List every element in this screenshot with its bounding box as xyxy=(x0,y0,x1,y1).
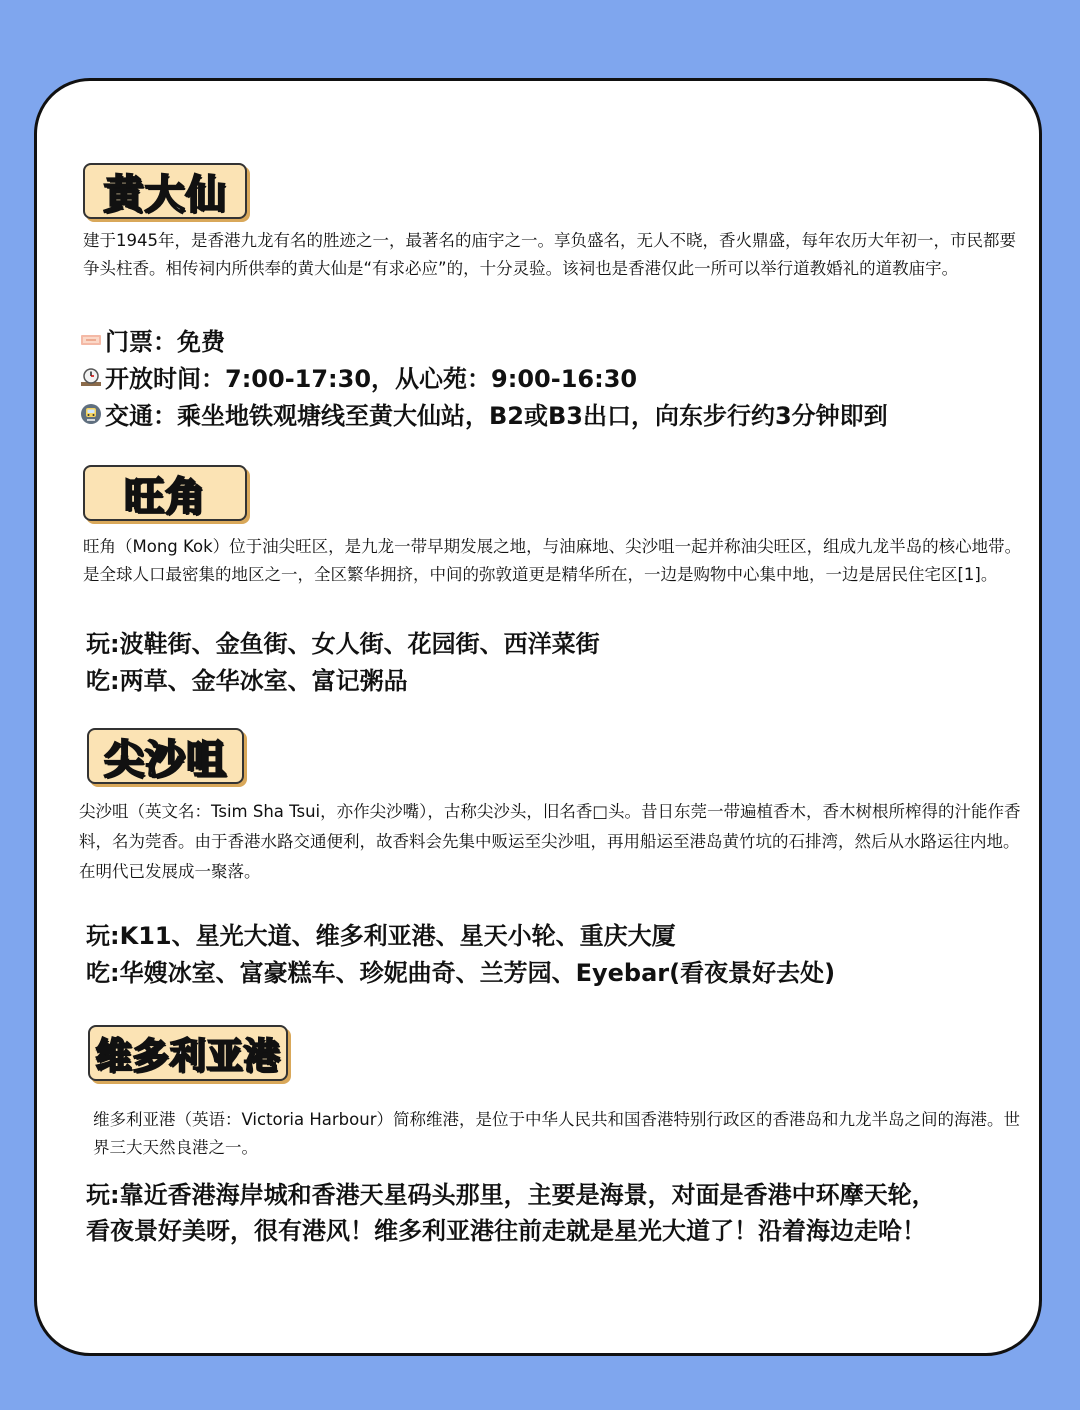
section-title-wong-tai-sin xyxy=(83,163,247,219)
ticket-text: 门票：免费 xyxy=(105,328,225,356)
section-title-victoria-harbour xyxy=(88,1025,288,1081)
section-title-text: 尖沙咀 xyxy=(104,736,227,783)
section-description: 建于1945年，是香港九龙有名的胜迹之一，最著名的庙宇之一。享负盛名，无人不晓，香火鼎盛，每年农历大年初一，市民都要争头柱香。相传祠内所供奉的黄大仙是“有求必应”的，十分灵验。该祠也是香港仅此一所可以举行道教婚礼的道教庙宇。 xyxy=(83,231,1016,278)
clock-icon xyxy=(80,366,102,388)
ticket-icon xyxy=(80,329,102,351)
play-info xyxy=(86,1177,936,1249)
section-title-text: 黄大仙 xyxy=(103,171,227,218)
section-title-text: 旺角 xyxy=(124,473,206,520)
eat-info: 吃:华嫂冰室、富豪糕车、珍妮曲奇、兰芳园、Eyebar(看夜景好去处) xyxy=(86,959,836,987)
section-description: 尖沙咀（英文名：Tsim Sha Tsui，亦作尖沙嘴），古称尖沙头，旧名香□头。昔日东莞一带遍植香木，香木树根所榨得的汁能作香料，名为莞香。由于香港水路交通便利，故香料会先集中贩运至尖沙咀，再用船运至港岛黄竹坑的石排湾，然后从水路运往内地。在明代已发展成一聚落。 xyxy=(79,802,1021,881)
hours-text: 开放时间：7:00-17:30，从心苑：9:00-16:30 xyxy=(105,365,638,393)
transport-info xyxy=(80,396,888,431)
section-title-text: 维多利亚港 xyxy=(95,1035,281,1077)
ticket-info xyxy=(80,322,225,357)
section-title-mong-kok xyxy=(83,465,247,521)
hours-info xyxy=(80,359,637,394)
section-description: 维多利亚港（英语：Victoria Harbour）简称维港，是位于中华人民共和国香港特别行政区的香港岛和九龙半岛之间的海港。世界三大天然良港之一。 xyxy=(93,1110,1020,1157)
play-line: 看夜景好美呀，很有港风！维多利亚港往前走就是星光大道了！沿着海边走哈！ xyxy=(86,1217,926,1245)
transport-text: 交通：乘坐地铁观塘线至黄大仙站，B2或B3出口，向东步行约3分钟即到 xyxy=(105,402,888,430)
section-description: 旺角（Mong Kok）位于油尖旺区，是九龙一带早期发展之地，与油麻地、尖沙咀一起并称油尖旺区，组成九龙半岛的核心地带。是全球人口最密集的地区之一，全区繁华拥挤，中间的弥敦道更是精华所在，一边是购物中心集中地，一边是居民住宅区[1]。 xyxy=(83,537,1022,584)
play-info: 玩:K11、星光大道、维多利亚港、星天小轮、重庆大厦 xyxy=(86,922,676,950)
play-line: 玩:靠近香港海岸城和香港天星码头那里，主要是海景，对面是香港中环摩天轮， xyxy=(86,1181,936,1209)
metro-icon xyxy=(80,403,102,425)
section-title-tsim-sha-tsui xyxy=(87,728,244,784)
play-info: 玩:波鞋街、金鱼街、女人街、花园街、西洋菜街 xyxy=(86,630,600,658)
eat-info: 吃:两草、金华冰室、富记粥品 xyxy=(86,667,408,695)
